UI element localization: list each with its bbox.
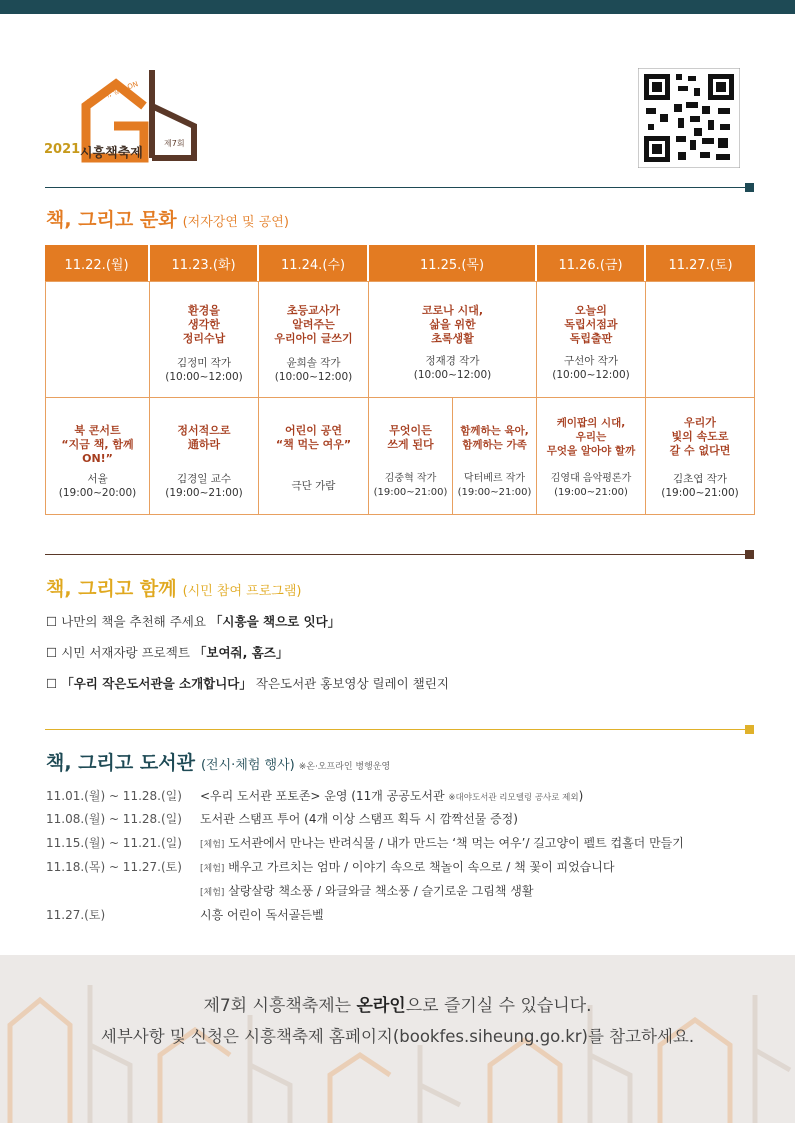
experience-tag: [체험] (200, 888, 225, 898)
logo-edition: 제7회 (164, 139, 185, 148)
program-text: 작은도서관 홍보영상 릴레이 챌린지 (251, 676, 449, 691)
day-header: 11.24.(수) (259, 245, 367, 281)
event-title: 어린이 공연 “책 먹는 여우” (275, 424, 352, 451)
event-date: 11.15.(월) ~ 11.21.(일) (46, 836, 182, 850)
section-together-heading: 책, 그리고 함께 (46, 578, 177, 600)
schedule-cell (452, 397, 537, 515)
section-culture-title (46, 205, 289, 232)
footer-website-notice: 세부사항 및 신청은 시흥책축제 홈페이지(bookfes.siheung.go.kr)를 참고하세요. (100, 1027, 695, 1046)
program-name: 「우리 작은도서관을 소개합니다」 (61, 676, 252, 691)
event-desc: 시흥 어린이 독서골든벨 (200, 908, 324, 922)
footer-text: 제7회 시흥책축제는 (203, 996, 357, 1016)
event-date: 11.18.(목) ~ 11.27.(토) (46, 860, 182, 874)
event-title: 북 콘서트 “지금 책, 함께 ON!” (61, 424, 134, 465)
festival-logo (44, 66, 204, 166)
event-title: 무엇이든 쓰게 된다 (387, 424, 434, 451)
schedule-cell (645, 281, 755, 398)
section-divider (45, 729, 745, 730)
program-text: 나만의 책을 추천해 주세요 (57, 614, 210, 629)
program-name: 「보여줘, 홈즈」 (193, 645, 289, 660)
event-desc-end: ) (578, 789, 584, 803)
schedule-cell (258, 397, 369, 515)
schedule-cell (149, 397, 259, 515)
event-title: 정서적으로 通하라 (177, 424, 231, 451)
section-divider (45, 554, 745, 555)
event-desc: 도서관 스탬프 투어 (4개 이상 스탬프 획득 시 깜짝선물 증정) (200, 812, 518, 826)
event-title: 초등교사가 알려주는 우리아이 글쓰기 (274, 304, 353, 345)
event-title: 환경을 생각한 정리수납 (182, 304, 226, 345)
section-library-title (46, 748, 390, 775)
event-desc-text: 살랑살랑 책소풍 / 와글와글 책소풍 / 슬기로운 그림책 생활 (224, 884, 534, 898)
qr-code-graphic (638, 68, 740, 168)
top-bar (0, 0, 795, 14)
event-title: 코로나 시대, 삶을 위한 초록생활 (421, 304, 484, 345)
event-desc-text: <우리 도서관 포토존> 운영 (11개 공공도서관 (200, 789, 449, 803)
schedule-cell (368, 281, 537, 398)
experience-tag: [체험] (200, 840, 225, 850)
program-text: 시민 서재자랑 프로젝트 (57, 645, 194, 660)
program-item (46, 612, 340, 630)
section-divider-marker (745, 725, 754, 734)
program-item (46, 674, 449, 692)
footer-online-emphasis: 온라인 (356, 996, 406, 1016)
event-title: 함께하는 육아, 함께하는 가족 (460, 425, 529, 451)
qr-code-icon[interactable] (638, 68, 740, 168)
logo-year: 2021 (44, 142, 81, 157)
event-desc-text: 배우고 가르치는 엄마 / 이야기 속으로 책놀이 속으로 / 책 꽃이 피었습니다 (224, 860, 615, 874)
footer-text: 으로 즐기실 수 있습니다. (405, 996, 592, 1016)
footer-banner (0, 955, 795, 1123)
event-meta: 정재경 작가 (10:00~12:00) (413, 355, 492, 381)
checkbox-icon: ☐ (46, 614, 58, 629)
section-divider (45, 187, 745, 188)
event-date: 11.27.(토) (46, 908, 106, 922)
event-desc (200, 882, 533, 899)
day-header: 11.22.(월) (45, 245, 148, 281)
schedule-table (45, 245, 755, 515)
event-meta: 극단 가람 (291, 480, 336, 492)
event-title: 케이팝의 시대, 우리는 무엇을 알아야 할까 (546, 417, 636, 457)
schedule-cell (45, 397, 150, 515)
event-meta: 닥터베르 작가 (19:00~21:00) (457, 473, 532, 498)
checkbox-icon: ☐ (46, 676, 58, 691)
section-divider-marker (745, 550, 754, 559)
event-meta: 김중혁 작가 (19:00~21:00) (373, 473, 448, 498)
event-meta: 김정미 작가 (10:00~12:00) (165, 357, 243, 383)
schedule-cell (645, 397, 755, 515)
day-header: 11.26.(금) (537, 245, 644, 281)
event-date: 11.01.(월) ~ 11.28.(일) (46, 789, 182, 803)
event-meta: 윤희솔 작가 (10:00~12:00) (274, 357, 353, 383)
event-meta: 김영대 음악평론가 (19:00~21:00) (550, 473, 632, 498)
event-desc (200, 858, 614, 875)
section-library-note: ※온·오프라인 병행운영 (298, 762, 391, 772)
event-meta: 김초엽 작가 (19:00~21:00) (661, 473, 739, 499)
section-together-subtitle: (시민 참여 프로그램) (182, 584, 302, 599)
day-header: 11.23.(화) (150, 245, 257, 281)
event-title: 오늘의 독립서점과 독립출판 (564, 304, 618, 345)
event-date: 11.08.(월) ~ 11.28.(일) (46, 812, 182, 826)
section-divider-marker (745, 183, 754, 192)
program-item (46, 643, 288, 661)
schedule-cell (368, 397, 453, 515)
program-name: 「시흥을 책으로 잇다」 (209, 614, 341, 629)
section-library-subtitle: (전시·체험 행사) (200, 758, 295, 773)
schedule-cell (149, 281, 259, 398)
day-header: 11.25.(목) (369, 245, 535, 281)
logo-name: 시흥책축제 (80, 146, 143, 161)
section-together-title (46, 574, 301, 601)
schedule-cell (45, 281, 150, 398)
event-meta: 김경일 교수 (19:00~21:00) (165, 473, 243, 499)
experience-tag: [체험] (200, 864, 225, 874)
schedule-cell (536, 281, 646, 398)
schedule-cell (536, 397, 646, 515)
schedule-cell (258, 281, 369, 398)
event-desc (200, 834, 684, 851)
section-culture-subtitle: (저자강연 및 공연) (182, 215, 289, 230)
section-culture-heading: 책, 그리고 문화 (46, 209, 177, 231)
event-title: 우리가 빛의 속도로 갈 수 없다면 (669, 416, 731, 457)
day-header: 11.27.(토) (646, 245, 755, 281)
event-desc-note: ※대야도서관 리모델링 공사로 제외 (448, 793, 579, 803)
event-desc (200, 787, 583, 804)
footer-online-notice (0, 991, 795, 1016)
event-desc-text: 도서관에서 만나는 반려식물 / 내가 만드는 ‘책 먹는 여우’/ 길고양이 펠트 컵홀더 만들기 (224, 836, 684, 850)
logo-tagline: 지금 책, 함께 ON (86, 80, 140, 106)
checkbox-icon: ☐ (46, 645, 58, 660)
event-meta: 서율 (19:00~20:00) (58, 473, 137, 499)
event-meta: 구선아 작가 (10:00~12:00) (552, 355, 630, 381)
section-library-heading: 책, 그리고 도서관 (46, 752, 195, 774)
